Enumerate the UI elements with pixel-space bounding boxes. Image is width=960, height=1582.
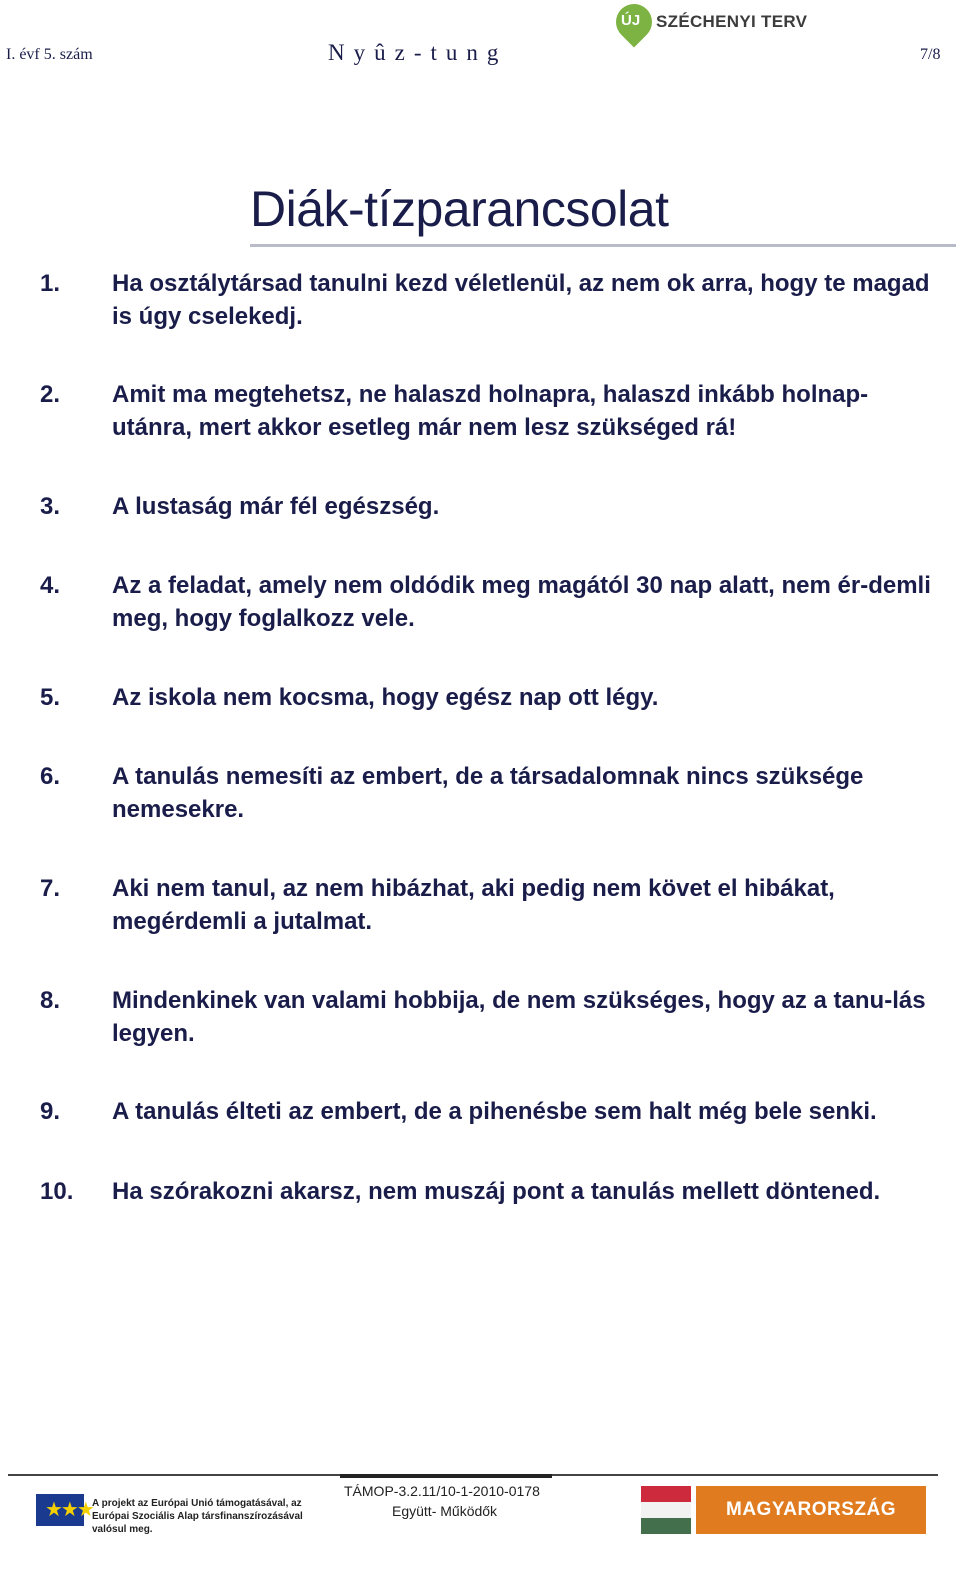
hungarian-flag-icon [641, 1486, 691, 1534]
project-code: TÁMOP-3.2.11/10-1-2010-0178 [344, 1483, 540, 1499]
item-text: Az iskola nem kocsma, hogy egész nap ott légy. [112, 684, 659, 711]
item-text: A tanulás nemesíti az embert, de a társadalomnak nincs szüksége nemesekre. [112, 763, 864, 823]
item-number: 1. [40, 270, 61, 297]
footer-divider-accent [340, 1474, 552, 1478]
logo-text: SZÉCHENYI TERV [656, 12, 808, 31]
item-number: 6. [40, 763, 61, 790]
item-number: 9. [40, 1098, 61, 1125]
item-number: 4. [40, 572, 61, 599]
item-text: Ha szórakozni akarsz, nem muszáj pont a tanulás mellett döntened. [112, 1178, 881, 1205]
szechenyi-logo [612, 4, 812, 56]
publication-name: Nyûz-tung [328, 40, 508, 65]
logo-pin-text: ÚJ [621, 12, 641, 29]
item-number: 2. [40, 381, 61, 408]
eu-flag-icon [36, 1494, 93, 1526]
item-text: A lustaság már fél egészség. [112, 493, 440, 520]
item-text: A tanulás élteti az embert, de a pihenésbe sem halt még bele senki. [112, 1098, 877, 1125]
item-number: 3. [40, 493, 61, 520]
item-number: 8. [40, 987, 61, 1014]
issue-label: I. évf 5. szám [6, 46, 93, 63]
eu-stars: ★★★ [45, 1499, 93, 1521]
eu-funding-note: A projekt az Európai Unió támogatásával, az Európai Szociális Alap társfinanszírozásával valósul meg. [92, 1498, 303, 1535]
page-title: Diák-tízparancsolat [250, 181, 669, 237]
item-number: 7. [40, 875, 61, 902]
item-number: 5. [40, 684, 61, 711]
item-number: 10. [40, 1178, 74, 1205]
item-text: Mindenkinek van valami hobbija, de nem szükséges, hogy az a tanu-lás legyen. [112, 987, 926, 1047]
item-text: Ha osztálytársad tanulni kezd véletlenül, az nem ok arra, hogy te magad is úgy cselekedj. [112, 270, 930, 330]
title-divider [250, 244, 956, 247]
magyarorszag-megujul-banner: MAGYARORSZÁG MEGÚJUL [696, 1486, 926, 1534]
page-number: 7/8 [920, 46, 941, 63]
footer-motto: Együtt- Működők [392, 1503, 498, 1519]
item-text: Az a feladat, amely nem oldódik meg magától 30 nap alatt, nem ér-demli meg, hogy foglalkozz vele. [112, 572, 931, 632]
item-text: Aki nem tanul, az nem hibázhat, aki pedig nem követ el hibákat, megérdemli a jutalmat. [112, 875, 835, 935]
item-text: Amit ma megtehetsz, ne halaszd holnapra, halaszd inkább holnap-utánra, mert akkor esetleg már nem lesz szükséged rá! [112, 381, 869, 441]
